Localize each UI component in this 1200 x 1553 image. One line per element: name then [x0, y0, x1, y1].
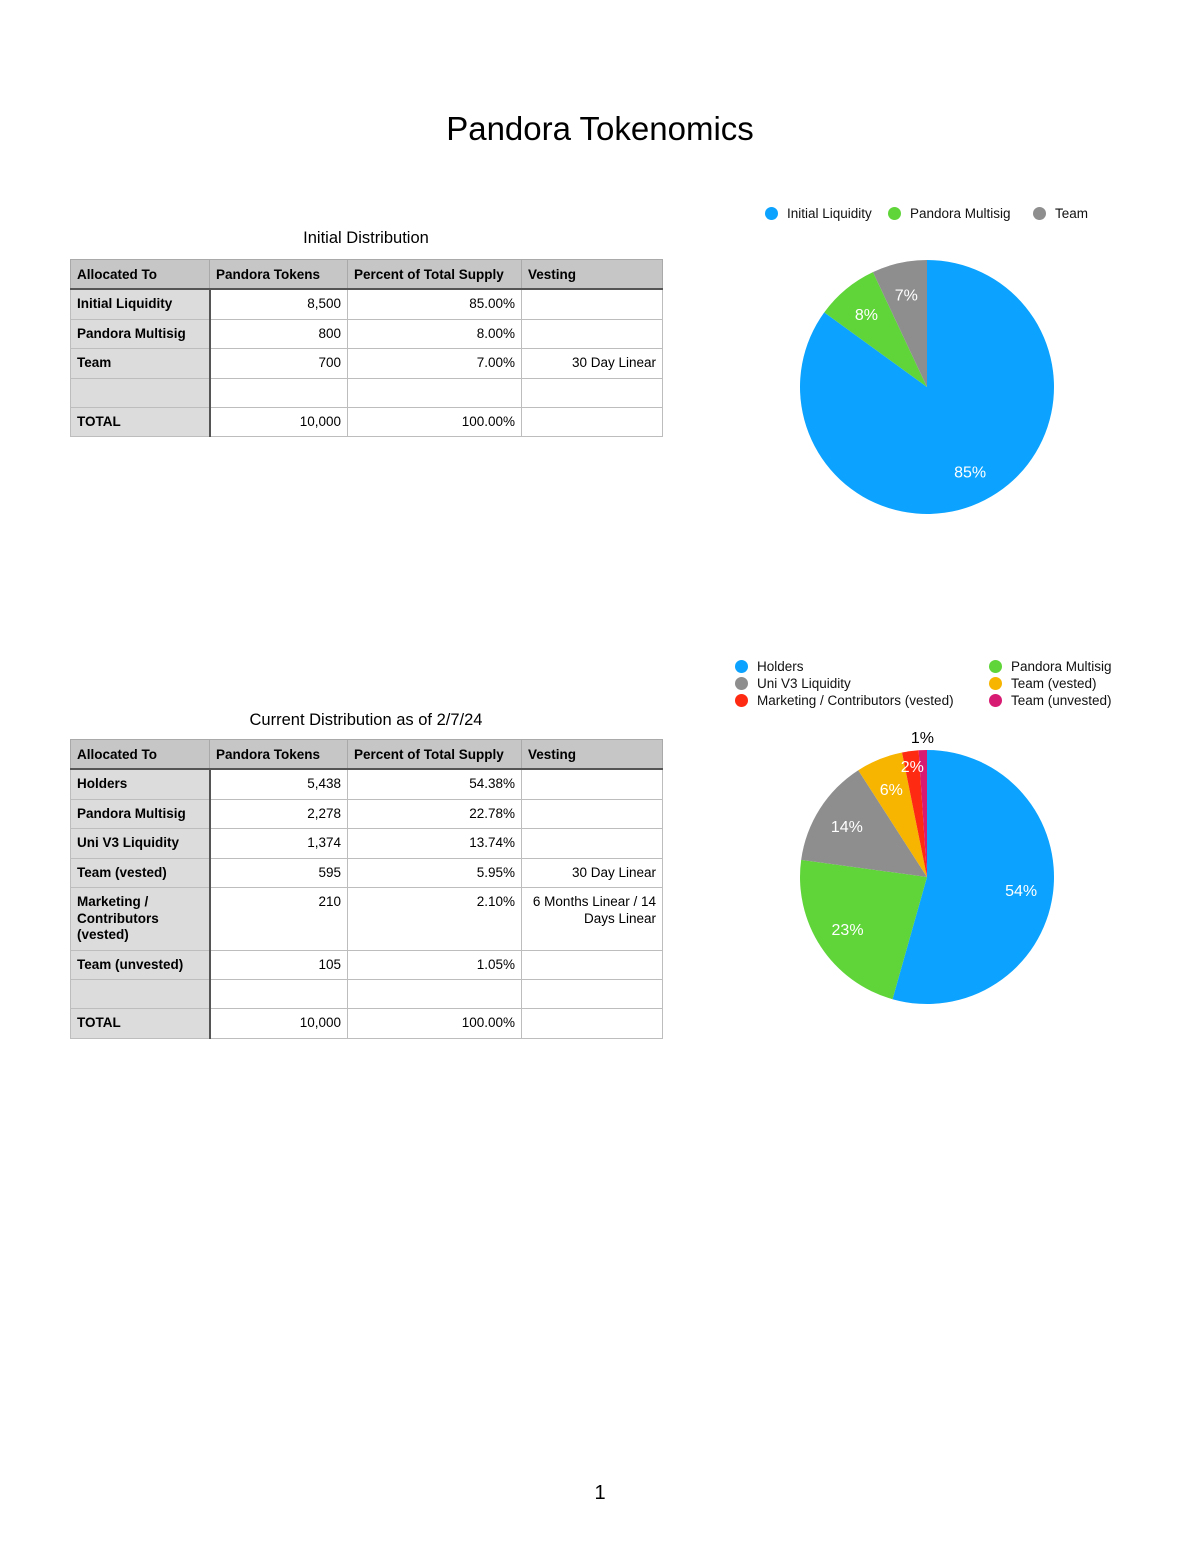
pie-slice-label: 6% — [879, 781, 903, 799]
column-header: Pandora Tokens — [210, 740, 348, 770]
pie-slice-label: 85% — [954, 464, 987, 482]
table-cell: 10,000 — [210, 407, 348, 437]
pie-slice-label: 14% — [830, 818, 863, 836]
table-cell: 2.10% — [348, 888, 522, 951]
row-label-cell: Uni V3 Liquidity — [71, 829, 210, 859]
column-header: Allocated To — [71, 740, 210, 770]
table-cell — [522, 378, 663, 407]
legend-label: Initial Liquidity — [787, 206, 872, 221]
table-cell: 105 — [210, 950, 348, 980]
legend-swatch — [765, 207, 778, 220]
legend-swatch — [989, 694, 1002, 707]
table-cell: 8.00% — [348, 319, 522, 349]
table-cell — [522, 407, 663, 437]
legend-swatch — [735, 660, 748, 673]
table-row — [71, 950, 663, 980]
legend-item-uni-v3-liquidity — [735, 676, 851, 691]
table-cell — [522, 980, 663, 1009]
legend-item-team — [1033, 206, 1088, 221]
legend-swatch — [989, 677, 1002, 690]
table-cell — [522, 1009, 663, 1039]
legend-item-marketing-contributors — [735, 693, 954, 708]
pie-slice-label: 1% — [910, 730, 934, 748]
table-row — [71, 1009, 663, 1039]
table-cell: 30 Day Linear — [522, 349, 663, 379]
table-cell: 700 — [210, 349, 348, 379]
table-cell — [522, 829, 663, 859]
table-cell: 85.00% — [348, 289, 522, 319]
table-cell — [210, 980, 348, 1009]
legend-swatch — [888, 207, 901, 220]
table-cell: 5,438 — [210, 769, 348, 799]
table-cell: 1,374 — [210, 829, 348, 859]
table-cell: 7.00% — [348, 349, 522, 379]
legend-label: Pandora Multisig — [1011, 659, 1112, 674]
pie-slice-label: 2% — [900, 758, 924, 776]
row-label-cell: TOTAL — [71, 407, 210, 437]
table-row — [71, 378, 663, 407]
table-cell: 100.00% — [348, 407, 522, 437]
table-cell — [522, 799, 663, 829]
legend-item-team-unvested — [989, 693, 1112, 708]
legend-label: Team (vested) — [1011, 676, 1097, 691]
table-cell — [522, 289, 663, 319]
legend-item-initial-liquidity — [765, 206, 872, 221]
column-header: Percent of Total Supply — [348, 260, 522, 290]
initial-table-caption: Initial Distribution — [303, 229, 429, 247]
current-distribution-table — [70, 739, 663, 1039]
table-cell: 800 — [210, 319, 348, 349]
table-cell: 6 Months Linear / 14 Days Linear — [522, 888, 663, 951]
page-number: 1 — [594, 1482, 606, 1504]
column-header: Vesting — [522, 740, 663, 770]
table-cell — [522, 769, 663, 799]
row-label-cell: Pandora Multisig — [71, 319, 210, 349]
pie-slice-label: 7% — [894, 287, 918, 305]
row-label-cell: Team (unvested) — [71, 950, 210, 980]
table-cell: 210 — [210, 888, 348, 951]
legend-swatch — [735, 694, 748, 707]
column-header: Allocated To — [71, 260, 210, 290]
table-row — [71, 407, 663, 437]
table-row — [71, 980, 663, 1009]
row-label-cell: Marketing / Contributors (vested) — [71, 888, 210, 951]
table-cell: 1.05% — [348, 950, 522, 980]
table-cell: 8,500 — [210, 289, 348, 319]
initial-distribution-table — [70, 259, 663, 437]
current-table-caption: Current Distribution as of 2/7/24 — [249, 711, 483, 729]
table-cell: 10,000 — [210, 1009, 348, 1039]
row-label-cell: Pandora Multisig — [71, 799, 210, 829]
table-row — [71, 289, 663, 319]
column-header: Percent of Total Supply — [348, 740, 522, 770]
table-row — [71, 858, 663, 888]
current-pie-legend — [735, 659, 1135, 711]
legend-label: Uni V3 Liquidity — [757, 676, 851, 691]
initial-distribution-pie-chart — [790, 250, 1065, 525]
pie-slice-label: 23% — [831, 922, 864, 940]
column-header: Vesting — [522, 260, 663, 290]
row-label-cell: Holders — [71, 769, 210, 799]
table-cell — [522, 319, 663, 349]
table-cell: 100.00% — [348, 1009, 522, 1039]
table-cell: 54.38% — [348, 769, 522, 799]
column-header: Pandora Tokens — [210, 260, 348, 290]
table-cell — [210, 378, 348, 407]
table-cell: 5.95% — [348, 858, 522, 888]
row-label-cell: Initial Liquidity — [71, 289, 210, 319]
table-cell — [348, 378, 522, 407]
table-row — [71, 769, 663, 799]
legend-label: Marketing / Contributors (vested) — [757, 693, 954, 708]
legend-label: Team — [1055, 206, 1089, 221]
pie-slice-label: 54% — [1005, 883, 1038, 901]
row-label-cell: TOTAL — [71, 1009, 210, 1039]
page-title: Pandora Tokenomics — [446, 110, 754, 147]
row-label-cell: Team (vested) — [71, 858, 210, 888]
current-distribution-pie-chart — [790, 715, 1065, 1005]
legend-swatch — [735, 677, 748, 690]
table-cell: 22.78% — [348, 799, 522, 829]
row-label-cell: Team — [71, 349, 210, 379]
legend-item-holders — [735, 659, 804, 674]
legend-item-pandora-multisig — [989, 659, 1112, 674]
table-cell: 30 Day Linear — [522, 858, 663, 888]
row-label-cell — [71, 980, 210, 1009]
table-row — [71, 349, 663, 379]
table-cell: 595 — [210, 858, 348, 888]
legend-swatch — [1033, 207, 1046, 220]
table-row — [71, 319, 663, 349]
legend-item-team-vested — [989, 676, 1097, 691]
row-label-cell — [71, 378, 210, 407]
legend-item-pandora-multisig — [888, 206, 1011, 221]
legend-label: Team (unvested) — [1011, 693, 1112, 708]
table-cell — [348, 980, 522, 1009]
legend-swatch — [989, 660, 1002, 673]
table-cell: 2,278 — [210, 799, 348, 829]
table-row — [71, 888, 663, 951]
pie-slice-label: 8% — [854, 306, 879, 324]
table-cell — [522, 950, 663, 980]
table-row — [71, 829, 663, 859]
table-cell: 13.74% — [348, 829, 522, 859]
legend-label: Holders — [757, 659, 804, 674]
table-row — [71, 799, 663, 829]
legend-label: Pandora Multisig — [910, 206, 1011, 221]
initial-pie-legend — [765, 206, 1165, 226]
